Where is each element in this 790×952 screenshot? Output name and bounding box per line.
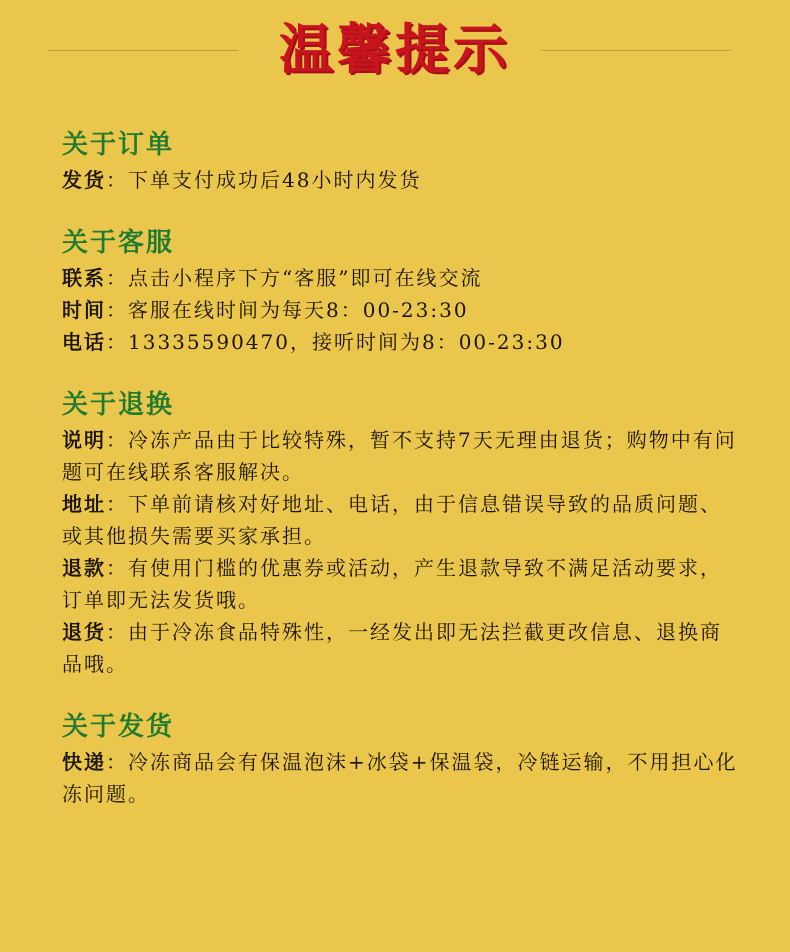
item-label: 退款 (62, 556, 106, 580)
notice-item (62, 746, 738, 810)
notice-item (62, 326, 738, 358)
notice-item (62, 262, 738, 294)
item-label: 说明 (62, 428, 106, 452)
item-separator: ： (106, 330, 128, 354)
item-separator: ： (106, 750, 128, 774)
section-service (62, 226, 738, 358)
item-text: 冷冻商品会有保温泡沫+冰袋+保温袋，冷链运输，不用担心化冻问题。 (62, 750, 738, 806)
item-text: 下单支付成功后48小时内发货 (128, 168, 422, 192)
notice-item (62, 164, 738, 196)
notice-item (62, 294, 738, 326)
item-text: 客服在线时间为每天8：00-23:30 (128, 298, 469, 322)
item-text: 13335590470，接听时间为8：00-23:30 (128, 330, 565, 354)
item-separator: ： (106, 620, 128, 644)
item-text: 有使用门槛的优惠券或活动，产生退款导致不满足活动要求，订单即无法发货哦。 (62, 556, 722, 612)
item-text: 下单前请核对好地址、电话，由于信息错误导致的品质问题、或其他损失需要买家承担。 (62, 492, 722, 548)
section-returns (62, 388, 738, 680)
item-separator: ： (106, 492, 128, 516)
section-heading: 关于客服 (62, 228, 175, 258)
notice-item (62, 424, 738, 488)
item-separator: ： (106, 298, 128, 322)
section-shipping (62, 710, 738, 810)
notice-item (62, 552, 738, 616)
notice-content (62, 128, 738, 840)
item-text: 冷冻产品由于比较特殊，暂不支持7天无理由退货；购物中有问题可在线联系客服解决。 (62, 428, 737, 484)
item-label: 地址 (62, 492, 106, 516)
item-label: 联系 (62, 266, 106, 290)
notice-item (62, 616, 738, 680)
item-label: 退货 (62, 620, 106, 644)
item-label: 快递 (62, 750, 106, 774)
item-separator: ： (106, 266, 128, 290)
item-separator: ： (106, 428, 128, 452)
item-label: 发货 (62, 168, 106, 192)
section-heading: 关于发货 (62, 712, 175, 742)
item-text: 点击小程序下方“客服”即可在线交流 (128, 266, 483, 290)
item-text: 由于冷冻食品特殊性，一经发出即无法拦截更改信息、退换商品哦。 (62, 620, 722, 676)
item-separator: ： (106, 556, 128, 580)
item-label: 电话 (62, 330, 106, 354)
section-heading: 关于订单 (62, 130, 175, 160)
page-title: 温馨提示 (279, 18, 511, 81)
section-heading: 关于退换 (62, 390, 175, 420)
title-row (0, 14, 790, 86)
section-order (62, 128, 738, 196)
notice-item (62, 488, 738, 552)
item-separator: ： (106, 168, 128, 192)
item-label: 时间 (62, 298, 106, 322)
